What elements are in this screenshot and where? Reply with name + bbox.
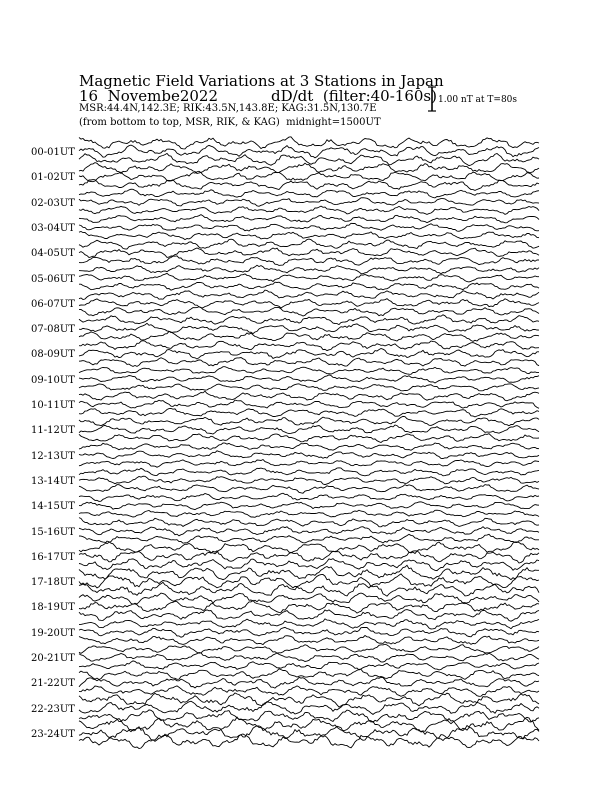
row-label: 16-17UT xyxy=(31,551,75,563)
scale-bar xyxy=(428,87,436,111)
trace-kag xyxy=(79,239,539,249)
trace-kag xyxy=(79,341,539,351)
row-label: 04-05UT xyxy=(31,248,75,260)
trace-msr xyxy=(79,408,539,417)
trace-msr xyxy=(79,232,539,240)
trace-msr xyxy=(79,534,539,543)
trace-rik xyxy=(79,502,539,510)
trace-kag xyxy=(79,493,539,501)
trace-kag xyxy=(79,644,539,653)
row-label: 07-08UT xyxy=(31,324,75,336)
trace-rik xyxy=(79,349,539,360)
row-label: 13-14UT xyxy=(31,475,75,487)
trace-rik xyxy=(79,223,539,231)
row-label: 19-20UT xyxy=(31,627,75,639)
row-label: 00-01UT xyxy=(31,147,75,158)
trace-kag xyxy=(79,541,539,554)
stations-label: MSR:44.4N,142.3E; RIK:43.5N,143.8E; KAG:31.5N,130.7E xyxy=(79,103,377,114)
trace-msr xyxy=(79,710,539,724)
trace-rik xyxy=(79,400,539,408)
trace-rik xyxy=(79,701,539,714)
row-label: 23-24UT xyxy=(31,728,75,740)
trace-rik xyxy=(79,299,539,308)
scale-label: 1.00 nT at T=80s xyxy=(438,95,518,105)
trace-kag xyxy=(79,315,539,325)
order-note: (from bottom to top, MSR, RIK, & KAG) midnight=1500UT xyxy=(79,117,381,128)
trace-kag xyxy=(79,215,539,223)
trace-rik xyxy=(79,726,539,741)
trace-rik xyxy=(79,323,539,333)
trace-kag xyxy=(79,619,539,629)
row-label: 15-16UT xyxy=(31,526,75,538)
trace-msr xyxy=(79,460,539,468)
row-label: 08-09UT xyxy=(31,349,75,361)
trace-kag xyxy=(79,717,539,731)
trace-rik xyxy=(79,527,539,536)
trace-rik xyxy=(79,551,539,563)
row-label: 18-19UT xyxy=(31,602,75,614)
trace-kag xyxy=(79,189,539,198)
trace-rik xyxy=(79,171,539,182)
row-label: 14-15UT xyxy=(31,501,75,513)
chart-title: Magnetic Field Variations at 3 Stations in Japan xyxy=(79,72,444,90)
trace-kag xyxy=(79,137,539,149)
row-label: 20-21UT xyxy=(31,653,75,664)
trace-msr xyxy=(79,153,539,165)
trace-msr xyxy=(79,206,539,214)
trace-rik xyxy=(79,677,539,688)
trace-msr xyxy=(79,434,539,443)
row-label: 10-11UT xyxy=(31,400,75,411)
trace-rik xyxy=(79,653,539,663)
traces-group xyxy=(79,137,539,749)
trace-kag xyxy=(79,669,539,680)
trace-rik xyxy=(79,476,539,484)
row-label: 03-04UT xyxy=(31,222,75,234)
trace-rik xyxy=(79,451,539,459)
trace-kag xyxy=(79,265,539,273)
row-label: 11-12UT xyxy=(31,425,75,437)
trace-rik xyxy=(79,425,539,434)
trace-rik xyxy=(79,198,539,207)
row-label: 01-02UT xyxy=(31,172,75,184)
row-label: 21-22UT xyxy=(31,678,75,690)
trace-msr xyxy=(79,661,539,670)
trace-msr xyxy=(79,384,539,391)
trace-msr xyxy=(79,282,539,290)
trace-rik xyxy=(79,600,539,613)
trace-kag xyxy=(79,518,539,527)
trace-msr xyxy=(79,485,539,494)
trace-msr xyxy=(79,331,539,341)
row-label: 17-18UT xyxy=(31,577,75,589)
row-label: 06-07UT xyxy=(31,298,75,310)
trace-kag xyxy=(79,416,539,425)
trace-msr xyxy=(79,307,539,316)
trace-kag xyxy=(79,163,539,174)
trace-msr xyxy=(79,180,539,191)
trace-kag xyxy=(79,391,539,401)
trace-msr xyxy=(79,510,539,517)
row-label: 09-10UT xyxy=(31,374,75,386)
trace-kag xyxy=(79,443,539,450)
row-label: 22-23UT xyxy=(31,703,75,715)
trace-msr xyxy=(79,686,539,696)
date-label: 16 Novembe2022 xyxy=(79,87,219,105)
row-label: 05-06UT xyxy=(31,273,75,285)
trace-kag xyxy=(79,593,539,604)
row-label: 12-13UT xyxy=(31,450,75,462)
row-label: 02-03UT xyxy=(31,197,75,209)
trace-kag xyxy=(79,290,539,299)
trace-kag xyxy=(79,367,539,375)
trace-kag xyxy=(79,468,539,476)
trace-msr xyxy=(79,358,539,367)
trace-rik xyxy=(79,273,539,282)
trace-rik xyxy=(79,248,539,258)
trace-msr xyxy=(79,256,539,266)
trace-msr xyxy=(79,734,539,749)
measure-label: dD/dt (filter:40-160s) xyxy=(271,87,437,105)
trace-rik xyxy=(79,375,539,383)
trace-msr xyxy=(79,582,539,596)
trace-rik xyxy=(79,627,539,637)
